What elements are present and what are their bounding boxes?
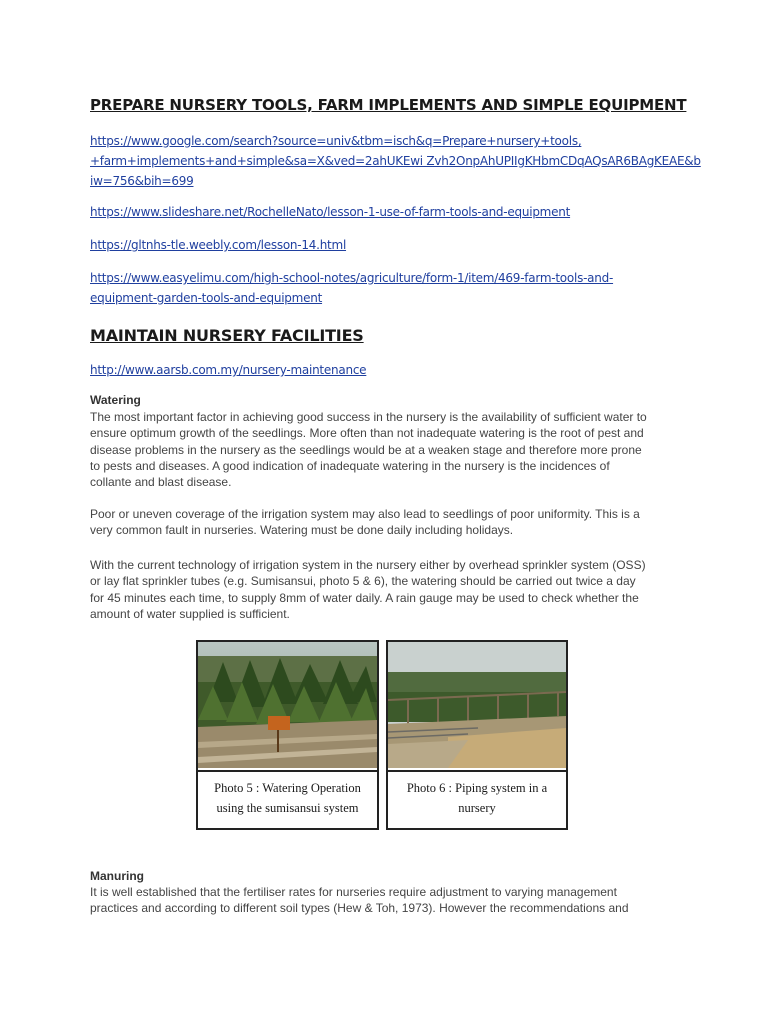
watering-paragraph-2 bbox=[90, 506, 680, 539]
caption-line: Photo 6 : Piping system in a bbox=[406, 781, 548, 795]
aarsb-nursery-link[interactable] bbox=[90, 360, 690, 380]
section-title-maintain-facilities: MAINTAIN NURSERY FACILITIES bbox=[90, 326, 364, 345]
watering-paragraph-3 bbox=[90, 557, 680, 622]
text-line: It is well established that the fertiliser rates for nurseries require adjustment to varying management bbox=[90, 885, 617, 899]
section-title-prepare-tools: PREPARE NURSERY TOOLS, FARM IMPLEMENTS AND SIMPLE EQUIPMENT bbox=[90, 96, 687, 114]
watering-paragraph-1 bbox=[90, 409, 680, 490]
photo-6-image bbox=[388, 642, 566, 768]
link-line: https://www.slideshare.net/RochelleNato/lesson-1-use-of-farm-tools-and-equipment bbox=[90, 205, 571, 219]
link-line: http://www.aarsb.com.my/nursery-maintenance bbox=[90, 363, 367, 377]
oil-palm-seedlings-illustration bbox=[198, 642, 377, 768]
text-line: disease problems in the nursery as the seedlings would be at a weaken stage and therefore more prone bbox=[90, 442, 642, 457]
easyelimu-link[interactable] bbox=[90, 268, 690, 308]
photo-5-caption bbox=[198, 770, 377, 828]
text-line: ensure optimum growth of the seedlings. More often than not inadequate watering is the root of pest and bbox=[90, 426, 644, 441]
text-line: collante and blast disease. bbox=[90, 475, 232, 490]
slideshare-link[interactable] bbox=[90, 202, 690, 222]
weebly-lesson-link[interactable] bbox=[90, 235, 690, 255]
watering-heading: Watering bbox=[90, 393, 141, 407]
text-line: very common fault in nurseries. Watering must be done daily including holidays. bbox=[90, 523, 514, 538]
caption-line: nursery bbox=[458, 801, 496, 815]
photo-6-figure bbox=[386, 640, 568, 830]
link-line: iw=756&bih=699 bbox=[90, 174, 194, 188]
text-line: practices and according to different soil types (Hew & Toh, 1973). However the recommendations and bbox=[90, 901, 629, 916]
link-line: +farm+implements+and+simple&sa=X&ved=2ahUKEwi Zvh2OnpAhUPIIgKHbmCDqAQsAR6BAgKEAE&b bbox=[90, 154, 701, 168]
text-line: to pests and diseases. A good indication of inadequate watering in the nursery is the incidences of bbox=[90, 458, 610, 473]
link-line: https://www.easyelimu.com/high-school-notes/agriculture/form-1/item/469-farm-tools-and- bbox=[90, 271, 614, 285]
manuring-heading: Manuring bbox=[90, 869, 144, 883]
text-line: amount of water supplied is sufficient. bbox=[90, 606, 290, 621]
link-line: https://www.google.com/search?source=univ&tbm=isch&q=Prepare+nursery+tools, bbox=[90, 134, 582, 148]
text-line: or lay flat sprinkler tubes (e.g. Sumisansui, photo 5 & 6), the watering should be carried out twice a day bbox=[90, 574, 636, 589]
caption-line: Photo 5 : Watering Operation bbox=[214, 781, 361, 795]
manuring-paragraph-1 bbox=[90, 884, 680, 917]
link-line: https://gltnhs-tle.weebly.com/lesson-14.html bbox=[90, 238, 347, 252]
google-search-link[interactable] bbox=[90, 131, 701, 191]
photo-5-image bbox=[198, 642, 377, 768]
photo-6-caption bbox=[388, 770, 566, 828]
text-line: With the current technology of irrigation system in the nursery either by overhead sprinkler system (OSS) bbox=[90, 558, 646, 572]
text-line: The most important factor in achieving good success in the nursery is the availability of sufficient water to bbox=[90, 410, 647, 424]
text-line: Poor or uneven coverage of the irrigation system may also lead to seedlings of poor uniformity. This is a bbox=[90, 507, 640, 521]
photo-5-figure bbox=[196, 640, 379, 830]
caption-line: using the sumisansui system bbox=[216, 801, 359, 815]
nursery-piping-illustration bbox=[388, 642, 566, 768]
text-line: for 45 minutes each time, to supply 8mm of water daily. A rain gauge may be used to check whether the bbox=[90, 590, 639, 605]
link-line: equipment-garden-tools-and-equipment bbox=[90, 291, 323, 305]
